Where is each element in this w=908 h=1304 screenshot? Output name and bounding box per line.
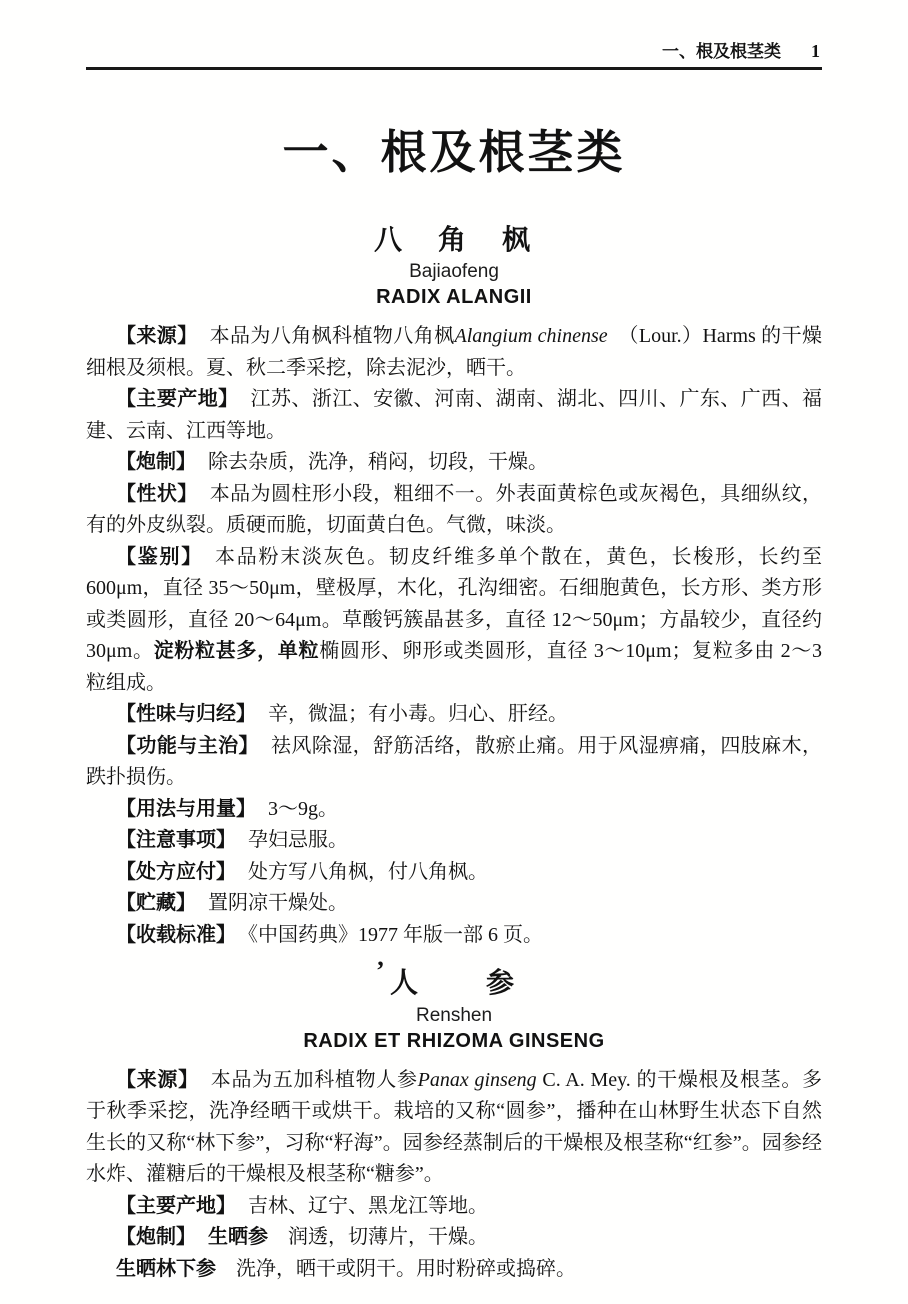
monograph-entry bbox=[86, 479, 822, 542]
monograph-entry bbox=[86, 1222, 822, 1254]
entry-text: 置阴凉干燥处。 bbox=[208, 892, 348, 915]
drug-name-cn bbox=[86, 956, 822, 1001]
entry-label: 【来源】 bbox=[116, 1068, 199, 1091]
entry-label: 【炮制】 bbox=[116, 451, 196, 474]
monograph-bajiaofeng bbox=[86, 224, 822, 952]
entry-label: 【处方应付】 bbox=[116, 860, 236, 883]
entry-text: 生晒林下参 bbox=[116, 1257, 216, 1280]
entry-label: 【主要产地】 bbox=[116, 1194, 236, 1217]
monograph-renshen bbox=[86, 956, 823, 1285]
running-title: 一、根及根茎类 bbox=[662, 42, 781, 61]
entry-text: 椭圆形、卵形或类圆形，直径 3～10μm；复粒多由 2～3 粒组成。 bbox=[86, 640, 823, 694]
running-header bbox=[86, 42, 822, 60]
entry-label: 【主要产地】 bbox=[116, 388, 239, 411]
drug-name-pinyin: Renshen bbox=[415, 1004, 493, 1026]
entry-label: 【用法与用量】 bbox=[116, 797, 256, 820]
entry-label: 【性味与归经】 bbox=[116, 703, 256, 726]
header-rule bbox=[86, 67, 822, 70]
entry-label: 【收载标准】 bbox=[116, 923, 236, 946]
entry-label: 【注意事项】 bbox=[116, 829, 236, 852]
entry-text: Alangium chinense bbox=[454, 325, 608, 348]
chapter-title: 一、根及根茎类 bbox=[282, 127, 626, 178]
entry-label: 【炮制】 bbox=[116, 1226, 196, 1249]
page-number: 1 bbox=[811, 41, 820, 61]
entry-text: 生晒参 bbox=[208, 1226, 268, 1249]
monograph-entry bbox=[86, 1191, 822, 1223]
entry-text: 孕妇忌服。 bbox=[248, 829, 348, 852]
monograph-list bbox=[86, 224, 822, 1286]
entry-text: 处方写八角枫，付八角枫。 bbox=[248, 860, 488, 883]
drug-name-latin: RADIX ALANGII bbox=[376, 286, 532, 309]
entry-label: 【性状】 bbox=[116, 482, 198, 505]
monograph-entry bbox=[86, 1254, 822, 1286]
monograph-entry bbox=[86, 794, 822, 826]
entry-label: 【鉴别】 bbox=[116, 545, 203, 568]
entry-text: 《中国药典》1977 年版一部 6 页。 bbox=[248, 923, 543, 946]
entry-text: Panax ginseng bbox=[417, 1068, 537, 1091]
monograph-entry bbox=[86, 447, 822, 479]
monograph-entry bbox=[86, 699, 822, 731]
drug-name-latin: RADIX ET RHIZOMA GINSENG bbox=[303, 1029, 605, 1052]
entry-text: （Lour.）Harms 的干燥细根及须根。夏、秋二季采挖，除去泥沙，晒干。 bbox=[86, 325, 822, 379]
entry-text: 本品粉末淡灰色。韧皮纤维多单个散在，黄色，长梭形，长约至 600μm，直径 35～50μm，壁极厚，木化，孔沟细密。石细胞黄色，长方形、类方形或类圆形，直径 20～64μm。草酸钙簇晶甚多，直径 12～50μm；方晶较少，直径约 30μm。 bbox=[86, 545, 823, 663]
monograph-entry bbox=[86, 321, 822, 384]
entry-label: 【贮藏】 bbox=[116, 892, 196, 915]
drug-name-cn bbox=[86, 224, 822, 258]
entry-label: 【来源】 bbox=[116, 325, 198, 348]
ink-mark: ’ bbox=[375, 956, 385, 986]
entry-text: 淀粉粒甚多，单粒 bbox=[153, 640, 320, 663]
entry-label: 【功能与主治】 bbox=[116, 734, 259, 757]
entry-text: 本品为圆柱形小段，粗细不一。外表面黄棕色或灰褐色，具细纵纹，有的外皮纵裂。质硬而脆，切面黄白色。气微，味淡。 bbox=[86, 482, 823, 537]
entry-text: 辛，微温；有小毒。归心、肝经。 bbox=[268, 703, 568, 726]
entry-text: 3～9g。 bbox=[268, 797, 338, 820]
entry-text: 吉林、辽宁、黑龙江等地。 bbox=[248, 1194, 488, 1217]
monograph-entry bbox=[86, 1065, 822, 1191]
monograph-entry bbox=[86, 384, 822, 447]
monograph-entry bbox=[86, 888, 822, 920]
entry-text: 洗净，晒干或阴干。用时粉碎或捣碎。 bbox=[216, 1257, 576, 1280]
entry-text: 润透，切薄片，干燥。 bbox=[268, 1226, 488, 1249]
monograph-entry bbox=[86, 542, 822, 700]
entry-text: 除去杂质，洗净，稍闷，切段，干燥。 bbox=[208, 451, 548, 474]
drug-name-text: ’ 人 参 bbox=[375, 956, 518, 1000]
entry-text: 本品为五加科植物人参 bbox=[210, 1068, 418, 1091]
monograph-entry bbox=[86, 920, 822, 952]
entry-text: 祛风除湿，舒筋活络，散瘀止痛。用于风湿痹痛，四肢麻木，跌扑损伤。 bbox=[86, 734, 823, 789]
drug-name-pinyin: Bajiaofeng bbox=[409, 261, 499, 283]
entry-text: 本品为八角枫科植物八角枫 bbox=[209, 325, 455, 348]
monograph-entry bbox=[86, 825, 822, 857]
monograph-entry bbox=[86, 857, 822, 889]
drug-name-text: 八 角 枫 bbox=[373, 224, 534, 256]
entry-text: C. A. Mey. 的干燥根及根茎。多于秋季采挖，洗净经晒干或烘干。栽培的又称“圆参”，播种在山林野生状态下自然生长的又称“林下参”，习称“籽海”。园参经蒸制后的干燥根及根茎称“红参”。园参经水炸、灌糖后的干燥根及根茎称“糖参”。 bbox=[86, 1068, 823, 1186]
entry-text: 江苏、浙江、安徽、河南、湖南、湖北、四川、广东、广西、福建、云南、江西等地。 bbox=[86, 388, 823, 442]
monograph-entry bbox=[86, 731, 822, 794]
